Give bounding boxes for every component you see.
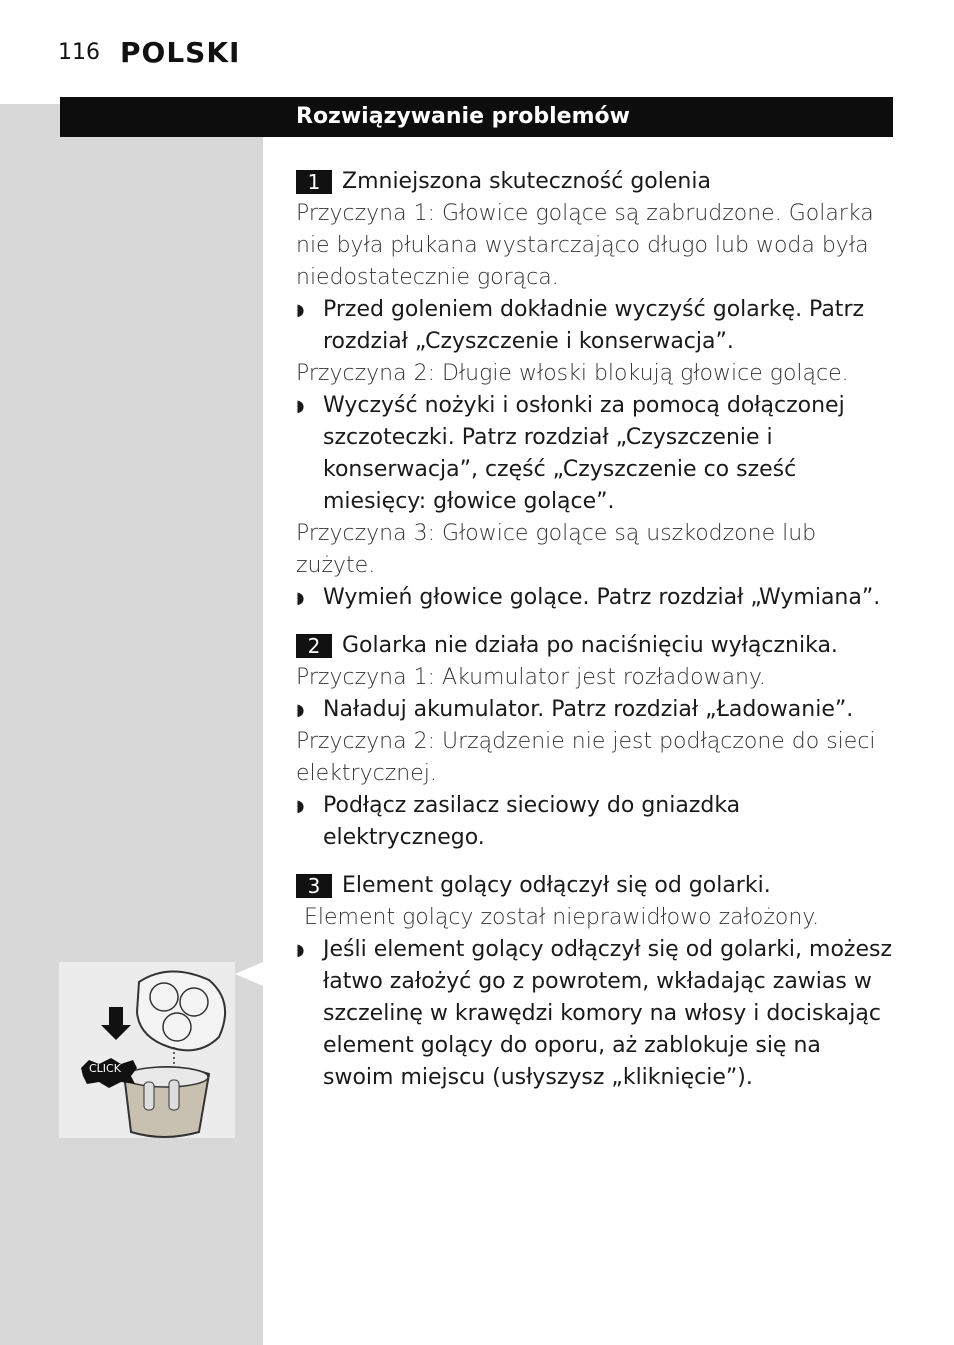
problem-title: Zmniejszona skuteczność golenia [342,169,711,194]
fix-item [296,934,896,1094]
fix-text: Wymień głowice golące. Patrz rozdział „Wymiana”. [323,585,881,610]
problem-number: 2 [296,634,332,658]
problem-number: 3 [296,874,332,898]
problem-title: Golarka nie działa po naciśnięciu wyłącznika. [342,633,838,658]
cause-text: Przyczyna 1: Głowice golące są zabrudzone. Golarka nie była płukana wystarczająco długo lub woda była niedostatecznie gorąca. [296,201,874,290]
fix-text: Podłącz zasilacz sieciowy do gniazdka elektrycznego. [323,793,741,850]
problem-heading [296,870,896,902]
page-number: 116 [58,40,100,65]
fix-item [296,390,896,518]
shaver-illustration [59,962,235,1138]
problem-number: 1 [296,170,332,194]
fix-item [296,582,896,614]
bullet-icon: ◗ [296,396,305,415]
fix-text: Wyczyść nożyki i osłonki za pomocą dołączonej szczoteczki. Patrz rozdział „Czyszczenie i konserwacja”, część „Czyszczenie co sześć miesięcy: głowice golące”. [323,393,845,514]
bullet-icon: ◗ [296,940,305,959]
page-language: POLSKI [120,36,241,69]
problem-heading [296,630,896,662]
fix-text: Naładuj akumulator. Patrz rozdział „Ładowanie”. [323,697,854,722]
cause-text: Przyczyna 3: Głowice golące są uszkodzone lub zużyte. [296,521,817,578]
fix-item [296,694,896,726]
problem-title: Element golący odłączył się od golarki. [342,873,771,898]
bullet-icon: ◗ [296,700,305,719]
problem-heading [296,166,896,198]
section-title: Rozwiązywanie problemów [296,104,630,129]
cause-text: Przyczyna 1: Akumulator jest rozładowany. [296,665,766,690]
fix-item [296,790,896,854]
bullet-icon: ◗ [296,796,305,815]
bullet-icon: ◗ [296,300,305,319]
content [296,166,896,1094]
sidebar [0,104,263,1345]
fix-text: Przed goleniem dokładnie wyczyść golarkę. Patrz rozdział „Czyszczenie i konserwacja”. [323,297,865,354]
fix-item [296,294,896,358]
click-label: CLICK [89,1062,121,1075]
cause-text: Przyczyna 2: Długie włoski blokują głowice golące. [296,361,849,386]
fix-text: Jeśli element golący odłączył się od golarki, możesz łatwo założyć go z powrotem, wkładając zawias w szczelinę w krawędzi komory na włosy i dociskając element golący do oporu, aż zablokuje się na swoim miejscu (usłyszysz „kliknięcie”). [323,937,893,1090]
bullet-icon: ◗ [296,588,305,607]
illustration-pointer [235,962,263,986]
cause-text: Przyczyna 2: Urządzenie nie jest podłączone do sieci elektrycznej. [296,729,876,786]
cause-text: Element golący został nieprawidłowo założony. [304,905,820,930]
shaver-head-drawing [59,962,235,1138]
